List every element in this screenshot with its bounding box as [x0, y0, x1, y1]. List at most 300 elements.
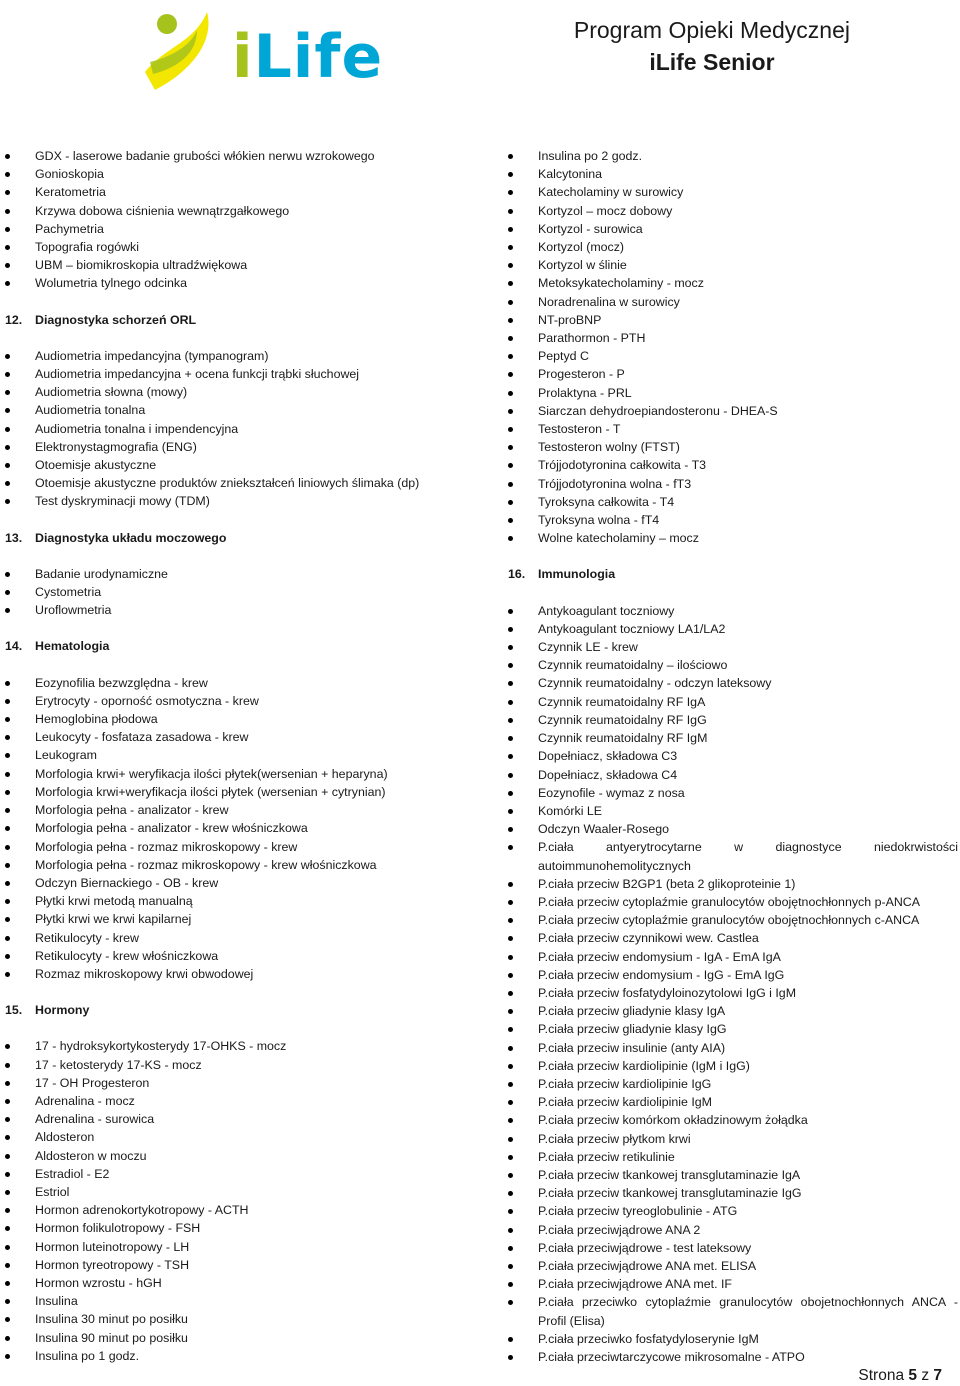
bullet-icon [508, 1191, 513, 1196]
bullet-icon [508, 1027, 513, 1032]
list-item-text: P.ciała przeciwko fosfatydyloserynie IgM [538, 1331, 759, 1346]
bullet-icon [5, 481, 10, 486]
list-item-text: 17 - OH Progesteron [35, 1075, 150, 1090]
list-item [0, 801, 480, 819]
list-item-text: P.ciała przeciwjądrowe - test lateksowy [538, 1240, 752, 1255]
list-item-text: Peptyd C [538, 349, 589, 364]
list-item-text: Czynnik LE - krew [538, 640, 638, 655]
list-item [503, 838, 958, 874]
list-item-text: Badanie urodynamiczne [35, 566, 168, 581]
list-item [0, 710, 480, 728]
list-item [503, 620, 958, 638]
section-number: 16. [508, 567, 526, 582]
bullet-icon [508, 973, 513, 978]
list-item-text: Audiometria tonalna i impendencyjna [35, 421, 239, 436]
list-item-text: Leukocyty - fosfataza zasadowa - krew [35, 730, 249, 745]
bullet-icon [508, 482, 513, 487]
bullet-icon [5, 463, 10, 468]
list-item-text: P.ciała przeciwko cytoplaźmie granulocytów obojetnochłonnych ANCA - Profil (Elisa) [538, 1295, 958, 1328]
list-item-text: Noradrenalina w surowicy [538, 294, 680, 309]
list-item-text: Czynnik reumatoidalny RF IgG [538, 712, 707, 727]
list-item-text: Płytki krwi metodą manualną [35, 894, 193, 909]
list-item [503, 747, 958, 765]
list-item [503, 911, 958, 929]
list-item-text: Estradiol - E2 [35, 1166, 110, 1181]
list-item [0, 347, 480, 365]
list-item-text: Testosteron - T [538, 422, 621, 437]
list-item-text: P.ciała przeciw kardiolipinie (IgM i IgG) [538, 1058, 750, 1073]
page-total: 7 [933, 1367, 942, 1384]
bullet-icon [508, 209, 513, 214]
list-item-text: Antykoagulant toczniowy LA1/LA2 [538, 621, 726, 636]
bullet-icon [5, 1190, 10, 1195]
section-title: Immunologia [538, 567, 616, 582]
list-item [503, 1148, 958, 1166]
list-item-text: Czynnik reumatoidalny - odczyn lateksowy [538, 676, 772, 691]
section-title: Diagnostyka układu moczowego [35, 530, 227, 545]
bullet-icon [508, 1118, 513, 1123]
list-item-text: Eozynofile - wymaz z nosa [538, 785, 685, 800]
bullet-icon [508, 1173, 513, 1178]
list-item [503, 1020, 958, 1038]
list-item-text: Audiometria tonalna [35, 403, 146, 418]
list-item-text: Hormon folikulotropowy - FSH [35, 1221, 201, 1236]
bullet-icon [5, 427, 10, 432]
list-item-text: Czynnik reumatoidalny RF IgM [538, 731, 708, 746]
list-item [503, 693, 958, 711]
list-item [0, 183, 480, 201]
list-item-text: Retikulocyty - krew [35, 930, 139, 945]
list-item-text: Wolne katecholaminy – mocz [538, 531, 699, 546]
bullet-icon [508, 882, 513, 887]
bullet-icon [5, 826, 10, 831]
bullet-icon [508, 718, 513, 723]
list-item-text: Otoemisje akustyczne produktów zniekształceń liniowych ślimaka (dp) [35, 476, 420, 491]
section-title: Hormony [35, 1003, 90, 1018]
bullet-icon [5, 808, 10, 813]
bullet-icon [508, 281, 513, 286]
list-item-text: Gonioskopia [35, 167, 104, 182]
list-item [503, 656, 958, 674]
list-item-text: Hormon wzrostu - hGH [35, 1275, 162, 1290]
bullet-icon [5, 1117, 10, 1122]
list-item [0, 1274, 480, 1292]
list-item [0, 383, 480, 401]
list-item-text: UBM – biomikroskopia ultradźwiękowa [35, 258, 248, 273]
list-item [0, 365, 480, 383]
list-item [503, 784, 958, 802]
section-number: 14. [5, 639, 23, 654]
list-item-text: Tyroksyna całkowita - T4 [538, 494, 675, 509]
list-item [0, 565, 480, 583]
bullet-icon [508, 1264, 513, 1269]
list-item [0, 1056, 480, 1074]
bullet-icon [508, 1246, 513, 1251]
list-item [0, 1256, 480, 1274]
bullet-icon [508, 154, 513, 159]
list-item-text: P.ciała przeciw insulinie (anty AIA) [538, 1040, 726, 1055]
list-item-text: P.ciała przeciw endomysium - IgA - EmA IgA [538, 949, 781, 964]
list-item-text: P.ciała przeciw kardiolipinie IgM [538, 1095, 713, 1110]
section-title: Diagnostyka schorzeń ORL [35, 312, 197, 327]
list-item [0, 456, 480, 474]
header-title [574, 14, 850, 78]
list-item [0, 1238, 480, 1256]
bullet-icon [5, 863, 10, 868]
bullet-icon [5, 772, 10, 777]
list-item [503, 293, 958, 311]
list-item-text: Metoksykatecholaminy - mocz [538, 276, 704, 291]
bullet-icon [508, 773, 513, 778]
bullet-icon [5, 263, 10, 268]
list-item-text: Estriol [35, 1184, 70, 1199]
section-number: 13. [5, 530, 23, 545]
list-item [0, 910, 480, 928]
bullet-icon [5, 681, 10, 686]
list-item [0, 746, 480, 764]
list-item-text: Krzywa dobowa ciśnienia wewnątrzgałkowego [35, 203, 290, 218]
list-item [503, 984, 958, 1002]
bullet-icon [508, 681, 513, 686]
bullet-icon [5, 190, 10, 195]
list-item-text: Płytki krwi we krwi kapilarnej [35, 912, 192, 927]
bullet-icon [508, 809, 513, 814]
list-item [503, 147, 958, 165]
list-item-text: Trójjodotyronina wolna - fT3 [538, 476, 692, 491]
list-item-text: Morfologia krwi+weryfikacja ilości płytek (wersenian + cytrynian) [35, 784, 386, 799]
list-item [0, 147, 480, 165]
list-item-text: P.ciała przeciw płytkom krwi [538, 1131, 691, 1146]
list-item-text: Pachymetria [35, 221, 104, 236]
list-item-text: P.ciała przeciwtarczycowe mikrosomalne - ATPO [538, 1350, 805, 1364]
list-item [503, 802, 958, 820]
list-item-text: P.ciała przeciw endomysium - IgG - EmA IgG [538, 967, 785, 982]
list-item-text: P.ciała przeciwjądrowe ANA met. IF [538, 1277, 732, 1292]
list-item-text: Morfologia krwi+ weryfikacja ilości płytek(wersenian + heparyna) [35, 766, 388, 781]
bullet-icon [508, 1082, 513, 1087]
list-item [503, 529, 958, 547]
list-item-text: Kortyzol (mocz) [538, 240, 625, 255]
bullet-icon [508, 609, 513, 614]
list-item-text: Eozynofilia bezwzględna - krew [35, 675, 208, 690]
bullet-icon [508, 955, 513, 960]
bullet-icon [508, 445, 513, 450]
list-item [0, 165, 480, 183]
list-item-text: 17 - ketosterydy 17-KS - mocz [35, 1057, 202, 1072]
bullet-icon [5, 227, 10, 232]
bullet-icon [508, 645, 513, 650]
list-item [503, 1075, 958, 1093]
list-item [503, 274, 958, 292]
logo-text-i: i [232, 22, 254, 92]
list-item-text: P.ciała przeciw tkankowej transglutaminazie IgA [538, 1167, 801, 1182]
list-item [0, 1310, 480, 1328]
list-item [0, 1219, 480, 1237]
list-item [503, 420, 958, 438]
list-item [0, 728, 480, 746]
bullet-icon [508, 1282, 513, 1287]
list-item [0, 1165, 480, 1183]
bullet-icon [508, 172, 513, 177]
section-heading [503, 565, 958, 583]
list-item [503, 1184, 958, 1202]
list-item-text: Elektronystagmografia (ENG) [35, 439, 197, 454]
bullet-icon [5, 1354, 10, 1359]
list-item-text: P.ciała antyerytrocytarne w diagnostyce niedokrwistości autoimmunohemolitycznych [538, 840, 958, 873]
bullet-icon [508, 391, 513, 396]
right-column [503, 147, 958, 1366]
bullet-icon [508, 991, 513, 996]
bullet-icon [508, 518, 513, 523]
list-item-text: Aldosteron w moczu [35, 1148, 147, 1163]
list-item-text: Uroflowmetria [35, 603, 112, 618]
bullet-icon [5, 1154, 10, 1159]
list-item-text: P.ciała przeciw gliadynie klasy IgA [538, 1004, 726, 1019]
bullet-icon [5, 172, 10, 177]
section-heading [0, 1001, 480, 1019]
page-number [858, 1367, 942, 1385]
list-item-text: Dopełniacz, składowa C4 [538, 767, 678, 782]
list-item-text: Topografia rogówki [35, 240, 140, 255]
list-item-text: Keratometria [35, 185, 106, 200]
bullet-icon [508, 245, 513, 250]
section-title: Hematologia [35, 639, 110, 654]
bullet-icon [5, 608, 10, 613]
list-item [0, 492, 480, 510]
bullet-icon [5, 717, 10, 722]
bullet-icon [5, 245, 10, 250]
list-item [0, 238, 480, 256]
section-number: 12. [5, 312, 23, 327]
bullet-icon [508, 1046, 513, 1051]
bullet-icon [508, 1137, 513, 1142]
list-item [0, 601, 480, 619]
list-item-text: Morfologia pełna - analizator - krew [35, 803, 229, 818]
left-column [0, 147, 480, 1365]
bullet-icon [5, 1099, 10, 1104]
list-item [0, 274, 480, 292]
bullet-icon [5, 408, 10, 413]
bullet-icon [5, 790, 10, 795]
list-item [0, 1074, 480, 1092]
bullet-icon [5, 1172, 10, 1177]
list-item [503, 511, 958, 529]
list-item [0, 1037, 480, 1055]
list-item-text: Aldosteron [35, 1130, 95, 1145]
bullet-icon [508, 827, 513, 832]
list-item-text: Odczyn Biernackiego - OB - krew [35, 875, 219, 890]
list-item-text: Odczyn Waaler-Rosego [538, 822, 670, 837]
list-item-text: Erytrocyty - oporność osmotyczna - krew [35, 693, 259, 708]
list-item-text: GDX - laserowe badanie grubości włókien nerwu wzrokowego [35, 149, 375, 163]
list-item [503, 1221, 958, 1239]
header-title-line2: iLife Senior [649, 49, 775, 75]
list-item-text: Leukogram [35, 748, 97, 763]
bullet-icon [5, 281, 10, 286]
list-item [503, 402, 958, 420]
list-item-text: P.ciała przeciw cytoplaźmie granulocytów obojętnochłonnych c-ANCA [538, 913, 920, 928]
list-item-text: Retikulocyty - krew włośniczkowa [35, 948, 219, 963]
list-item-text: Rozmaz mikroskopowy krwi obwodowej [35, 966, 254, 981]
bullet-icon [508, 227, 513, 232]
list-item-text: P.ciała przeciw gliadynie klasy IgG [538, 1022, 727, 1037]
page-current: 5 [908, 1367, 917, 1384]
list-item [503, 384, 958, 402]
list-item-text: 17 - hydroksykortykosterydy 17-OHKS - mocz [35, 1039, 287, 1054]
bullet-icon [508, 318, 513, 323]
page-label: Strona [858, 1367, 905, 1384]
bullet-icon [5, 917, 10, 922]
list-item-text: Dopełniacz, składowa C3 [538, 749, 678, 764]
bullet-icon [5, 1135, 10, 1140]
list-item [503, 1002, 958, 1020]
bullet-icon [5, 390, 10, 395]
list-item [0, 1201, 480, 1219]
list-item [0, 438, 480, 456]
list-item-text: Test dyskryminacji mowy (TDM) [35, 494, 210, 509]
bullet-icon [508, 1300, 513, 1305]
list-item-text: P.ciała przeciwjądrowe ANA 2 [538, 1222, 701, 1237]
list-item [0, 1092, 480, 1110]
bullet-icon [508, 354, 513, 359]
list-item [503, 1239, 958, 1257]
list-item [503, 1257, 958, 1275]
list-item-text: Otoemisje akustyczne [35, 458, 157, 473]
bullet-icon [5, 881, 10, 886]
list-item [503, 493, 958, 511]
list-item [0, 1110, 480, 1128]
bullet-icon [5, 954, 10, 959]
list-item [503, 602, 958, 620]
bullet-icon [508, 700, 513, 705]
list-item [0, 256, 480, 274]
list-item [503, 820, 958, 838]
bullet-icon [5, 936, 10, 941]
list-item [503, 1202, 958, 1220]
bullet-icon [508, 536, 513, 541]
list-item [503, 475, 958, 493]
bullet-icon [5, 572, 10, 577]
bullet-icon [508, 190, 513, 195]
list-item [503, 183, 958, 201]
bullet-icon [508, 500, 513, 505]
list-item-text: Parathormon - PTH [538, 331, 646, 346]
list-item-text: Prolaktyna - PRL [538, 385, 632, 400]
list-item [503, 875, 958, 893]
list-item [0, 401, 480, 419]
bullet-icon [508, 463, 513, 468]
list-item-text: Hormon tyreotropowy - TSH [35, 1257, 190, 1272]
bullet-icon [5, 972, 10, 977]
bullet-icon [508, 1009, 513, 1014]
list-item [0, 892, 480, 910]
list-item [503, 674, 958, 692]
bullet-icon [5, 1081, 10, 1086]
list-item-text: Insulina po 1 godz. [35, 1348, 140, 1363]
bullet-icon [5, 699, 10, 704]
list-item [503, 1330, 958, 1348]
bullet-icon [508, 754, 513, 759]
list-item [0, 1128, 480, 1146]
bullet-icon [5, 1044, 10, 1049]
list-item [0, 583, 480, 601]
list-item [0, 1147, 480, 1165]
bullet-icon [5, 354, 10, 359]
bullet-icon [508, 663, 513, 668]
list-item [503, 638, 958, 656]
list-item-text: P.ciała przeciw tkankowej transglutaminazie IgG [538, 1186, 802, 1201]
list-item [503, 766, 958, 784]
list-item [0, 874, 480, 892]
list-item-text: NT-proBNP [538, 312, 602, 327]
bullet-icon [508, 900, 513, 905]
list-item-text: Insulina [35, 1294, 78, 1309]
list-item [503, 1111, 958, 1129]
bullet-icon [508, 427, 513, 432]
list-item-text: Morfologia pełna - rozmaz mikroskopowy - krew [35, 839, 298, 854]
list-item-text: Tyroksyna wolna - fT4 [538, 513, 660, 528]
list-item-text: P.ciała przeciw cytoplaźmie granulocytów obojętnochłonnych p-ANCA [538, 894, 921, 909]
list-item [0, 765, 480, 783]
section-heading [0, 311, 480, 329]
bullet-icon [5, 1299, 10, 1304]
list-item-text: Hormon luteinotropowy - LH [35, 1239, 190, 1254]
bullet-icon [5, 209, 10, 214]
bullet-icon [508, 1228, 513, 1233]
list-item [0, 947, 480, 965]
bullet-icon [5, 1317, 10, 1322]
list-item-text: Kalcytonina [538, 167, 603, 182]
list-item-text: Komórki LE [538, 803, 603, 818]
list-item [503, 729, 958, 747]
list-item-text: Insulina 90 minut po posiłku [35, 1330, 188, 1345]
bullet-icon [5, 445, 10, 450]
list-item [503, 1130, 958, 1148]
list-item [503, 347, 958, 365]
list-item [503, 1348, 958, 1366]
logo-text [232, 22, 383, 92]
bullet-icon [508, 936, 513, 941]
bullet-icon [508, 791, 513, 796]
bullet-icon [508, 1064, 513, 1069]
bullet-icon [508, 1209, 513, 1214]
list-item-text: Morfologia pełna - analizator - krew włośniczkowa [35, 821, 308, 836]
bullet-icon [508, 1155, 513, 1160]
list-item [503, 256, 958, 274]
bullet-icon [508, 263, 513, 268]
bullet-icon [5, 899, 10, 904]
list-item [503, 893, 958, 911]
page-header [0, 0, 960, 110]
list-item [0, 838, 480, 856]
list-item [503, 1093, 958, 1111]
list-item-text: P.ciała przeciwjądrowe ANA met. ELISA [538, 1258, 757, 1273]
section-heading [0, 637, 480, 655]
list-item [503, 1039, 958, 1057]
bullet-icon [508, 1100, 513, 1105]
list-item [0, 220, 480, 238]
list-item-text: Insulina 30 minut po posiłku [35, 1312, 188, 1327]
list-item [503, 1166, 958, 1184]
bullet-icon [5, 590, 10, 595]
list-item [0, 856, 480, 874]
bullet-icon [5, 845, 10, 850]
bullet-icon [5, 372, 10, 377]
list-item-text: P.ciała przeciw komórkom okładzinowym żołądka [538, 1113, 808, 1128]
bullet-icon [508, 627, 513, 632]
list-item-text: P.ciała przeciw fosfatydyloinozytolowi IgG i IgM [538, 985, 797, 1000]
list-item-text: P.ciała przeciw tyreoglobulinie - ATG [538, 1204, 738, 1219]
